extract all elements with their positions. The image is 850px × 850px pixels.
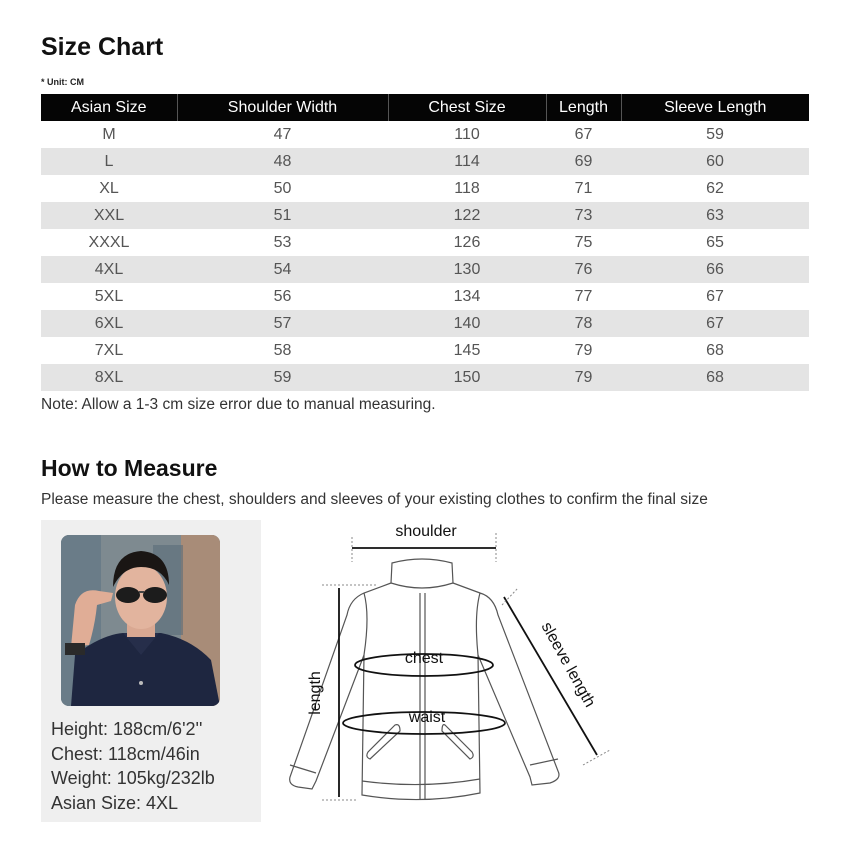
model-card — [41, 520, 261, 822]
table-cell: 134 — [388, 283, 546, 310]
table-cell: 65 — [621, 229, 809, 256]
table-row — [41, 175, 809, 202]
table-cell: 140 — [388, 310, 546, 337]
table-row — [41, 229, 809, 256]
table-cell: 51 — [177, 202, 388, 229]
table-cell: 48 — [177, 148, 388, 175]
table-cell: L — [41, 148, 177, 175]
table-cell: 75 — [546, 229, 621, 256]
table-cell: 68 — [621, 364, 809, 391]
table-cell: XXL — [41, 202, 177, 229]
table-header-row — [41, 94, 809, 121]
table-cell: M — [41, 121, 177, 148]
table-cell: 7XL — [41, 337, 177, 364]
model-asian-size: Asian Size: 4XL — [51, 792, 179, 813]
chest-label: chest — [404, 650, 444, 667]
table-cell: 79 — [546, 364, 621, 391]
table-cell: 118 — [388, 175, 546, 202]
table-cell: 73 — [546, 202, 621, 229]
table-cell: 150 — [388, 364, 546, 391]
table-cell: 59 — [177, 364, 388, 391]
table-cell: 58 — [177, 337, 388, 364]
model-stats — [51, 717, 215, 815]
table-cell: 145 — [388, 337, 546, 364]
column-header-chest-size: Chest Size — [388, 94, 546, 121]
column-header-asian-size: Asian Size — [41, 94, 177, 121]
table-cell: 69 — [546, 148, 621, 175]
how-to-measure-subtitle: Please measure the chest, shoulders and sleeves of your existing clothes to confirm the final size — [41, 491, 708, 508]
table-cell: 50 — [177, 175, 388, 202]
table-cell: 68 — [621, 337, 809, 364]
model-photo-illustration — [61, 535, 220, 706]
table-row — [41, 310, 809, 337]
table-cell: 62 — [621, 175, 809, 202]
table-cell: 110 — [388, 121, 546, 148]
sleeve-length-label: sleeve length — [537, 619, 599, 711]
table-cell: 53 — [177, 229, 388, 256]
table-cell: 122 — [388, 202, 546, 229]
column-header-shoulder-width: Shoulder Width — [177, 94, 388, 121]
size-table — [41, 94, 809, 391]
table-cell: 114 — [388, 148, 546, 175]
how-to-measure-title: How to Measure — [41, 455, 218, 481]
length-label: length — [307, 671, 324, 715]
table-cell: 56 — [177, 283, 388, 310]
table-row — [41, 256, 809, 283]
table-cell: XL — [41, 175, 177, 202]
unit-label: * Unit: CM — [41, 77, 84, 87]
table-cell: 78 — [546, 310, 621, 337]
table-cell: 8XL — [41, 364, 177, 391]
jacket-measurement-diagram — [280, 515, 620, 815]
table-row — [41, 337, 809, 364]
table-cell: 66 — [621, 256, 809, 283]
measurement-note: Note: Allow a 1-3 cm size error due to manual measuring. — [41, 396, 436, 413]
column-header-length: Length — [546, 94, 621, 121]
table-row — [41, 364, 809, 391]
table-cell: 126 — [388, 229, 546, 256]
model-photo — [61, 535, 220, 706]
model-weight: Weight: 105kg/232lb — [51, 768, 215, 788]
table-cell: 71 — [546, 175, 621, 202]
table-cell: 76 — [546, 256, 621, 283]
table-cell: 60 — [621, 148, 809, 175]
table-row — [41, 202, 809, 229]
table-cell: 67 — [546, 121, 621, 148]
table-cell: 57 — [177, 310, 388, 337]
table-cell: 4XL — [41, 256, 177, 283]
size-chart-title: Size Chart — [41, 33, 164, 61]
table-row — [41, 283, 809, 310]
table-cell: 77 — [546, 283, 621, 310]
table-cell: 130 — [388, 256, 546, 283]
model-chest: Chest: 118cm/46in — [51, 743, 200, 764]
table-cell: 5XL — [41, 283, 177, 310]
jacket-diagram-icon — [280, 515, 620, 815]
table-cell: 79 — [546, 337, 621, 364]
waist-label: waist — [408, 709, 446, 726]
shoulder-label: shoulder — [395, 523, 457, 540]
table-cell: XXXL — [41, 229, 177, 256]
column-header-sleeve-length: Sleeve Length — [621, 94, 809, 121]
table-row — [41, 121, 809, 148]
table-cell: 67 — [621, 310, 809, 337]
table-cell: 47 — [177, 121, 388, 148]
table-row — [41, 148, 809, 175]
table-cell: 67 — [621, 283, 809, 310]
model-height: Height: 188cm/6'2'' — [51, 719, 203, 739]
table-cell: 54 — [177, 256, 388, 283]
table-cell: 59 — [621, 121, 809, 148]
table-cell: 63 — [621, 202, 809, 229]
table-cell: 6XL — [41, 310, 177, 337]
